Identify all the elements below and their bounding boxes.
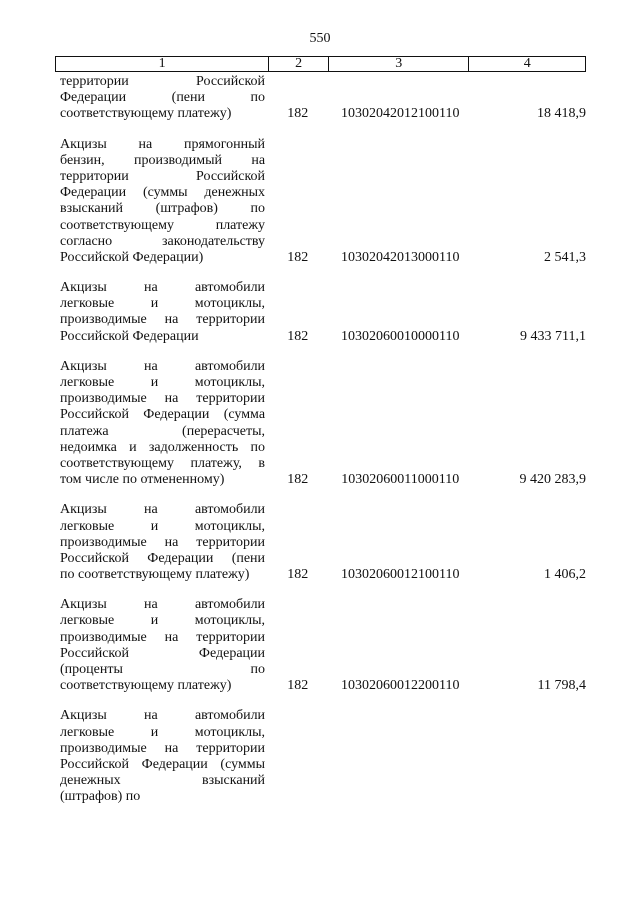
header-col-4: 4 [468,57,585,71]
description-line: Федерации (суммы денежных [60,185,266,201]
table-row [55,137,586,267]
description-line: соответствующему платежу) [60,678,232,694]
description-line: Акцизы на автомобили [60,502,266,518]
description-line: Российской Федерации (пени [60,550,266,566]
page-number: 550 [309,31,331,46]
row-description [55,502,265,583]
description-line: взысканий (штрафов) по [60,201,266,217]
table-row [55,280,586,345]
row-amount: 1 406,2 [543,567,586,583]
table-row [55,74,586,123]
row-description [55,708,265,805]
description-line: соответствующему платежу [60,217,266,233]
description-line: (штрафов) по [60,789,141,805]
description-line: Российской Федерации (сумма [60,407,266,423]
row-admin-code: 182 [287,678,309,694]
description-line: территории Российской [60,168,266,184]
row-budget-code: 10302060011000110 [341,472,460,488]
row-budget-code: 10302042012100110 [341,106,460,122]
row-budget-code: 10302042013000110 [341,249,460,265]
description-line: соответствующему платежу, в [60,455,266,471]
row-description [55,280,265,345]
description-line: Федерации (пени по [60,90,266,106]
table-body [55,74,586,820]
description-line: Акцизы на автомобили [60,358,266,374]
header-col-2: 2 [268,57,328,71]
row-admin-code: 182 [287,328,309,344]
table-row [55,359,586,489]
row-budget-code: 10302060012200110 [341,678,460,694]
table-header [55,56,586,72]
description-line: производимые на территории [60,391,266,407]
row-description [55,137,265,267]
description-line: производимые на территории [60,629,266,645]
description-line: легковые и мотоциклы, [60,613,266,629]
description-line: бензин, производимый на [60,152,266,168]
table-row [55,502,586,583]
description-line: согласно законодательству [60,233,266,249]
description-line: Российской Федерации [60,645,266,661]
description-line: производимые на территории [60,534,266,550]
description-line: легковые и мотоциклы, [60,296,266,312]
row-admin-code: 182 [287,472,309,488]
description-line: легковые и мотоциклы, [60,724,266,740]
description-line: соответствующему платежу) [60,106,232,122]
description-line: по соответствующему платежу) [60,567,250,583]
row-description [55,74,265,123]
row-description [55,359,265,489]
row-amount: 11 798,4 [537,678,586,694]
row-description [55,597,265,694]
header-col-1: 1 [158,56,166,71]
table-row [55,597,586,694]
description-line: недоимка и задолженность по [60,439,266,455]
row-admin-code: 182 [287,106,309,122]
description-line: производимые на территории [60,312,266,328]
row-amount: 18 418,9 [536,106,586,122]
description-line: Акцизы на автомобили [60,597,266,613]
row-admin-code: 182 [287,249,309,265]
description-line: Акцизы на автомобили [60,708,266,724]
description-line: платежа (перерасчеты, [60,423,266,439]
row-amount: 9 433 711,1 [520,328,586,344]
header-col-3: 3 [328,57,468,71]
description-line: Российской Федерации) [60,249,204,265]
description-line: Российской Федерации (суммы [60,756,266,772]
row-amount: 2 541,3 [543,249,586,265]
row-budget-code: 10302060012100110 [341,567,460,583]
row-amount: 9 420 283,9 [519,472,586,488]
description-line: территории Российской [60,74,266,89]
description-line: производимые на территории [60,740,266,756]
description-line: Акцизы на автомобили [60,280,266,296]
description-line: том числе по отмененному) [60,472,225,488]
table-row [55,708,586,805]
description-line: легковые и мотоциклы, [60,518,266,534]
description-line: денежных взысканий [60,773,266,789]
description-line: (проценты по [60,662,266,677]
description-line: Российской Федерации [60,328,199,344]
description-line: легковые и мотоциклы, [60,375,266,390]
row-budget-code: 10302060010000110 [341,328,460,344]
description-line: Акцизы на прямогонный [60,136,266,152]
row-admin-code: 182 [287,567,309,583]
